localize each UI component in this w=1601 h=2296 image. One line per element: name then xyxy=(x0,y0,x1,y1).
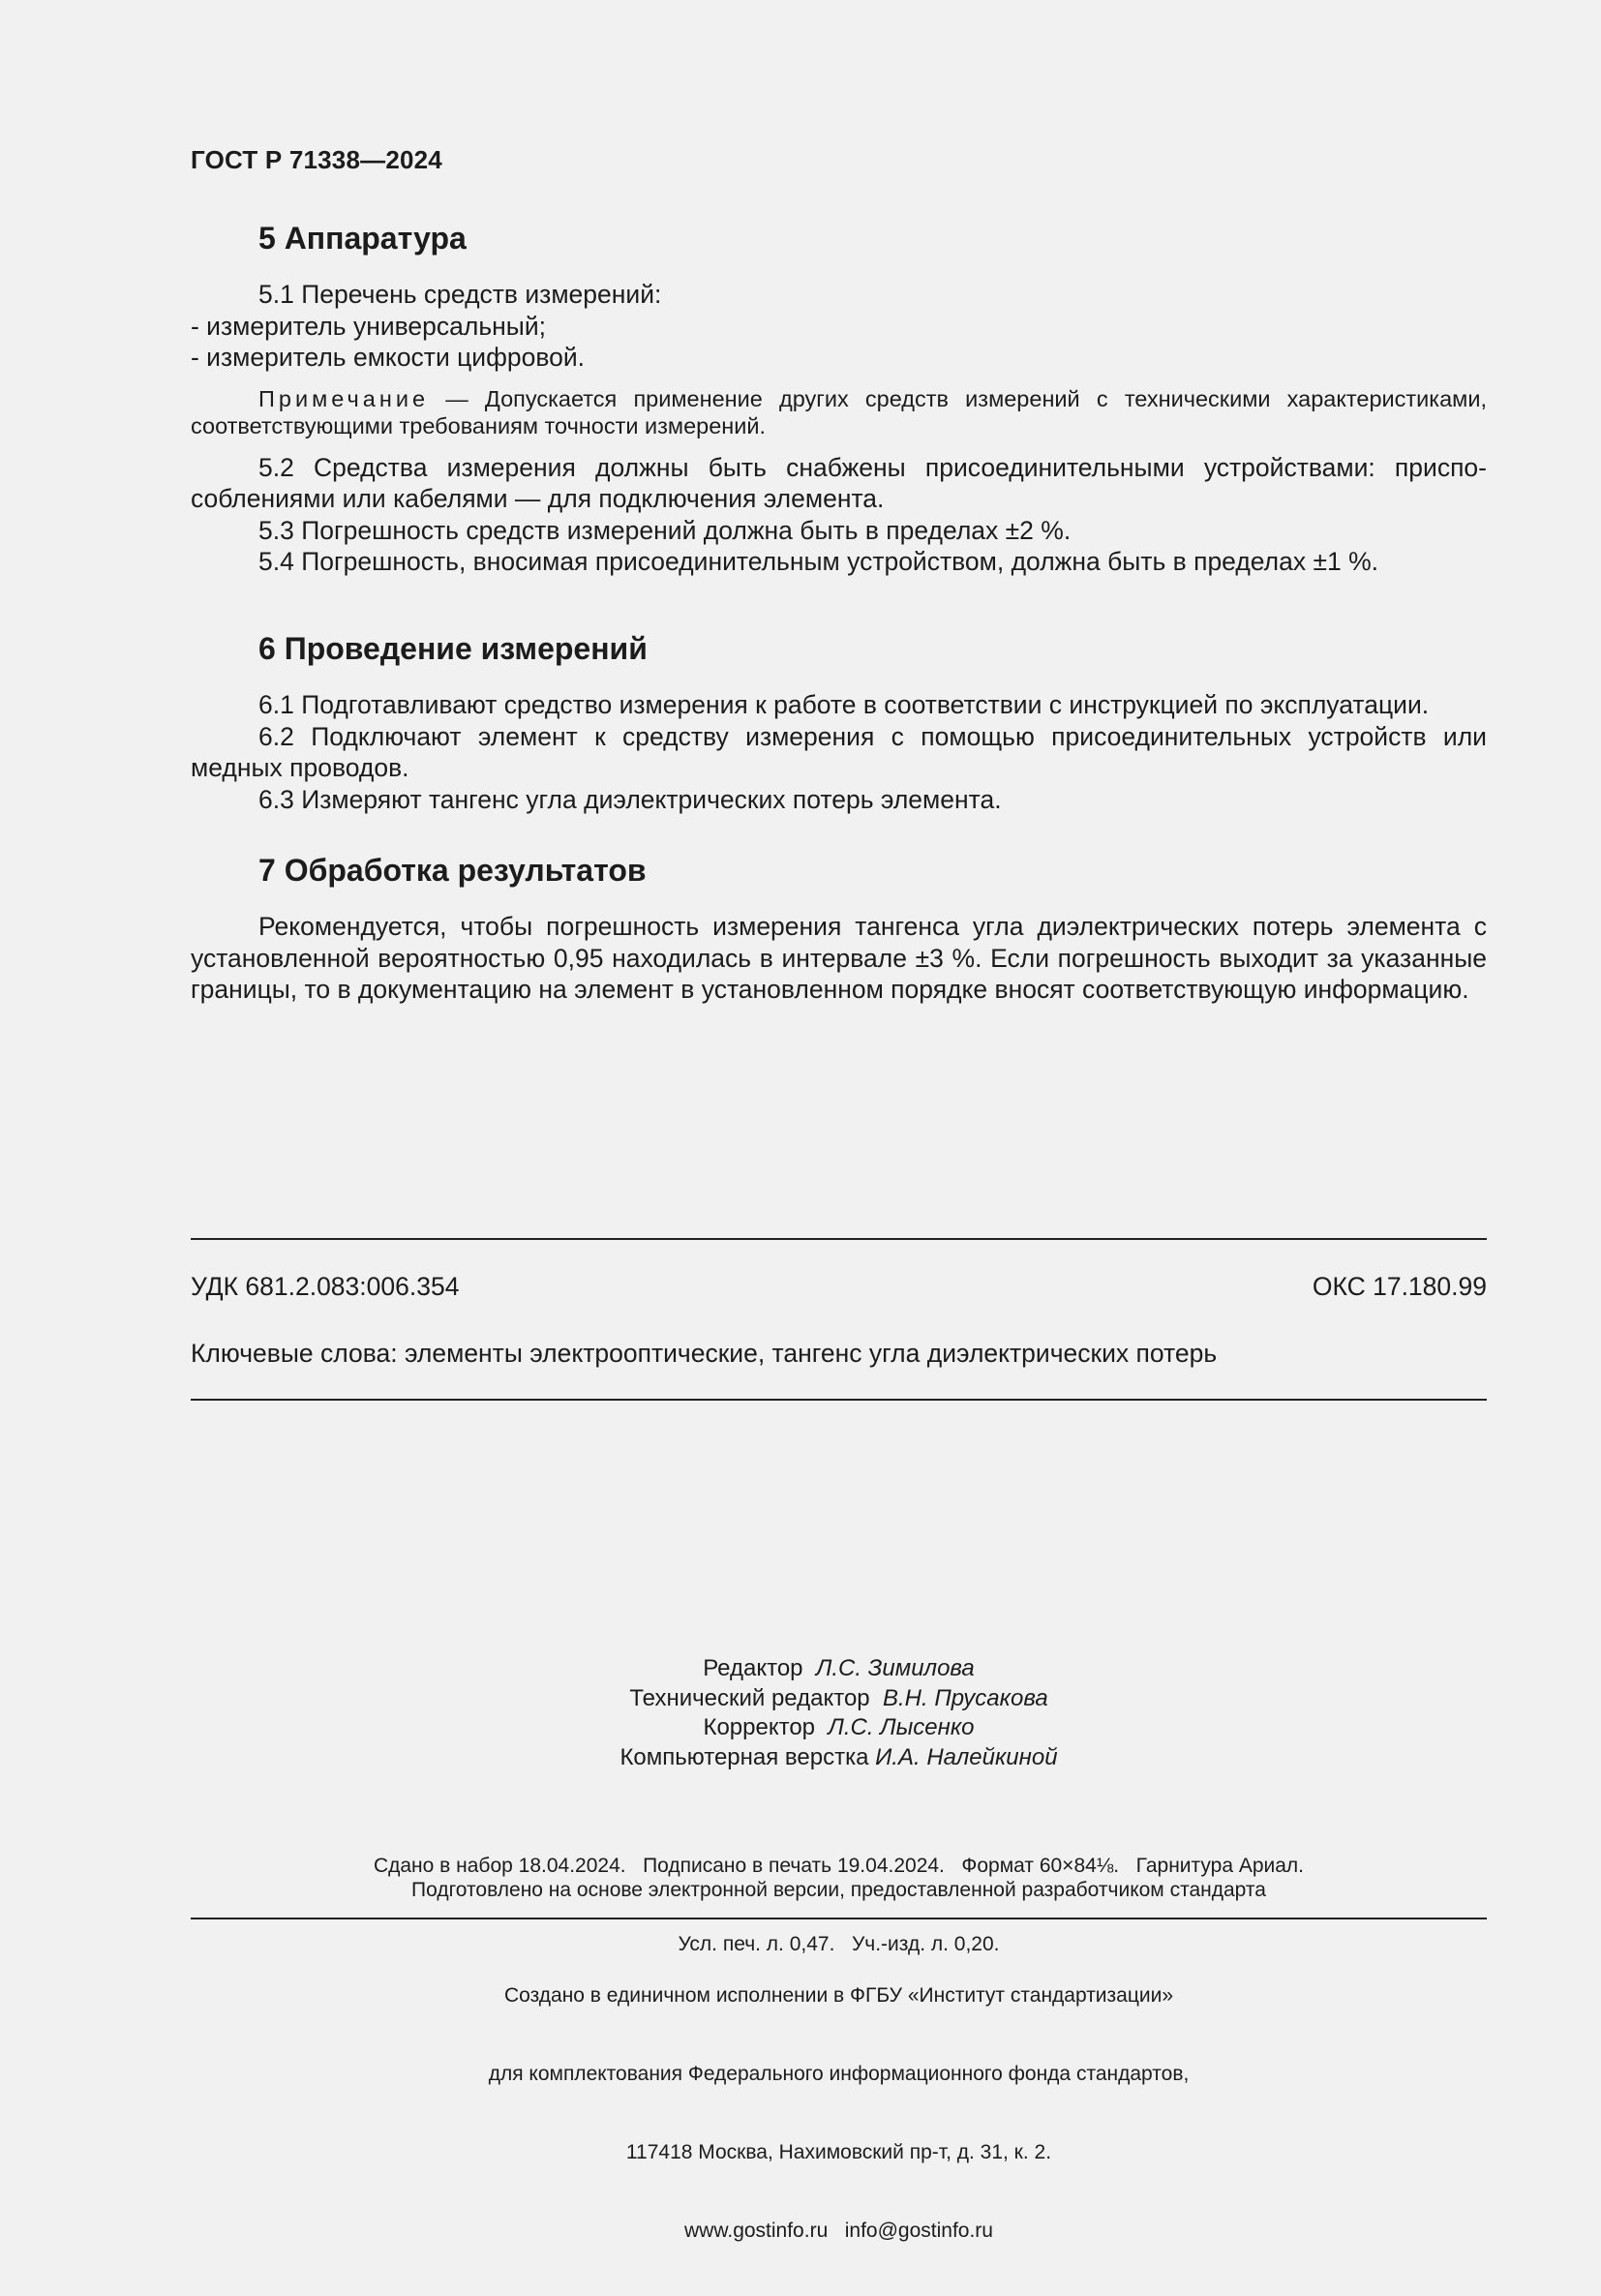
print-info-line: Усл. печ. л. 0,47. Уч.-изд. л. 0,20. xyxy=(678,1933,1000,1955)
paragraph-6-2: 6.2 Подключают элемент к средству измерения с помощью присоединительных устройств или медных проводов. xyxy=(191,721,1487,782)
note xyxy=(191,385,1487,439)
paragraph-7: Рекомендуется, чтобы погрешность измерения тангенса угла диэлектрических потерь элемента с установленной вероятностью 0,95 находилась в интервале ±3 %. Если погрешность выходит за указанные границы, то в документацию на элемент в установленном порядке вносят соответствующую информацию. xyxy=(191,912,1487,1004)
prepared-note: Подготовлено на основе электронной версии, предоставленной разработчиком стандарта xyxy=(411,1879,1266,1901)
paragraph-6-3: 6.3 Измеряют тангенс угла диэлектрических потерь элемента. xyxy=(258,784,1002,814)
credit-line xyxy=(191,1684,1487,1714)
list-item: - измеритель универсальный; xyxy=(191,311,547,341)
publisher-line: для комплектования Федерального информационного фонда стандартов, xyxy=(488,2063,1190,2085)
note-text: — Допускается применение других средств измерений с техническими характеристиками, соответствующими требованиям точности измерений. xyxy=(191,385,1487,438)
udk-code: УДК 681.2.083:006.354 xyxy=(191,1272,460,1301)
document-page xyxy=(191,0,1487,2264)
oks-code: ОКС 17.180.99 xyxy=(1312,1272,1487,1301)
credit-name: Л.С. Зимилова xyxy=(815,1655,975,1681)
publisher-line: Создано в единичном исполнении в ФГБУ «Институт стандартизации» xyxy=(503,1984,1174,2007)
publisher-line: 117418 Москва, Нахимовский пр-т, д. 31, к. 2. xyxy=(625,2141,1052,2163)
paragraph-5-1: 5.1 Перечень средств измерений: xyxy=(258,280,662,309)
print-info-line: Сдано в набор 18.04.2024. Подписано в печать 19.04.2024. Формат 60×84⅛. Гарнитура Ариал. xyxy=(373,1855,1305,1877)
paragraph-5-3: 5.3 Погрешность средств измерений должна быть в пределах ±2 %. xyxy=(258,515,1072,545)
divider xyxy=(191,1238,1487,1240)
credit-role: Редактор xyxy=(703,1655,803,1681)
note-label: Примечание xyxy=(258,385,430,411)
credit-line xyxy=(191,1654,1487,1684)
section-5 xyxy=(191,219,1487,578)
credit-name: И.А. Налейкиной xyxy=(875,1743,1058,1770)
credit-role: Технический редактор xyxy=(629,1684,870,1711)
keywords: Ключевые слова: элементы электрооптические, тангенс угла диэлектрических потерь xyxy=(191,1339,1218,1368)
paragraph-6-1: 6.1 Подготавливают средство измерения к работе в соответствии с инструкцией по эксплуатации. xyxy=(258,690,1430,719)
credit-line xyxy=(191,1713,1487,1743)
classification-row xyxy=(191,1272,1487,1302)
credit-name: В.Н. Прусакова xyxy=(883,1684,1048,1711)
publisher-info xyxy=(191,1930,1487,2296)
credit-role: Компьютерная верстка xyxy=(619,1743,869,1770)
divider xyxy=(191,1399,1487,1401)
document-code: ГОСТ Р 71338—2024 xyxy=(191,145,442,174)
paragraph-5-2: 5.2 Средства измерения должны быть снабжены присоединительными устройствами: приспособлениями или кабелями — для подключения элемента. xyxy=(191,452,1487,513)
section-5-heading: 5 Аппаратура xyxy=(258,221,467,256)
section-7 xyxy=(191,851,1487,1006)
credit-name: Л.С. Лысенко xyxy=(828,1714,975,1740)
credit-line xyxy=(191,1743,1487,1773)
divider xyxy=(191,1918,1487,1919)
publisher-line: www.gostinfo.ru info@gostinfo.ru xyxy=(684,2220,993,2242)
paragraph-5-4: 5.4 Погрешность, вносимая присоединительным устройством, должна быть в пределах ±1 %. xyxy=(258,547,1379,576)
section-7-heading: 7 Обработка результатов xyxy=(258,853,647,888)
list-item: - измеритель емкости цифровой. xyxy=(191,343,586,372)
credit-role: Корректор xyxy=(703,1714,816,1740)
section-6-heading: 6 Проведение измерений xyxy=(258,631,648,666)
credits xyxy=(191,1654,1487,1772)
section-6 xyxy=(191,629,1487,815)
